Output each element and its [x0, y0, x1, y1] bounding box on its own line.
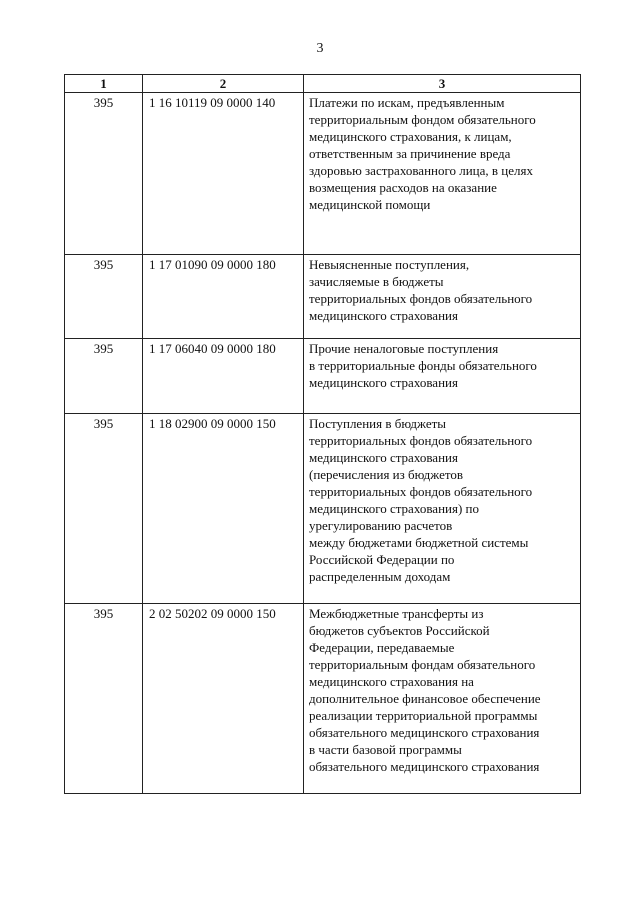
name-line: медицинского страхования	[309, 375, 458, 390]
name-line: в части базовой программы	[309, 742, 462, 757]
name-line: медицинской помощи	[309, 197, 431, 212]
name-line: возмещения расходов на оказание	[309, 180, 497, 195]
table-row	[65, 414, 581, 604]
revenue-name-cell	[304, 93, 581, 255]
name-line: Федерации, передаваемые	[309, 640, 455, 655]
name-line: в территориальные фонды обязательного	[309, 358, 537, 373]
admin-code-cell: 395	[65, 604, 143, 794]
revenue-name-cell	[304, 414, 581, 604]
name-line: бюджетов субъектов Российской	[309, 623, 490, 638]
name-line: Межбюджетные трансферты из	[309, 606, 484, 621]
name-line: урегулированию расчетов	[309, 518, 453, 533]
name-line: реализации территориальной программы	[309, 708, 538, 723]
table-row	[65, 255, 581, 339]
budget-code-cell: 1 17 06040 09 0000 180	[143, 339, 304, 414]
budget-code-cell: 2 02 50202 09 0000 150	[143, 604, 304, 794]
page-number: 3	[316, 41, 324, 56]
admin-code-cell: 395	[65, 93, 143, 255]
name-line: территориальных фондов обязательного	[309, 291, 533, 306]
name-line: распределенным доходам	[309, 569, 451, 584]
name-line: медицинского страхования	[309, 450, 458, 465]
name-line: территориальных фондов обязательного	[309, 433, 533, 448]
name-line: медицинского страхования, к лицам,	[309, 129, 512, 144]
name-line: Платежи по искам, предъявленным	[309, 95, 505, 110]
name-line: Российской Федерации по	[309, 552, 455, 567]
name-line: (перечисления из бюджетов	[309, 467, 464, 482]
name-line: обязательного медицинского страхования	[309, 759, 540, 774]
name-line: дополнительное финансовое обеспечение	[309, 691, 541, 706]
admin-code-cell: 395	[65, 339, 143, 414]
name-line: зачисляемые в бюджеты	[309, 274, 444, 289]
revenue-codes-table	[64, 74, 581, 794]
name-line: медицинского страхования	[309, 308, 458, 323]
revenue-name-cell	[304, 339, 581, 414]
name-line: обязательного медицинского страхования	[309, 725, 540, 740]
name-line: Прочие неналоговые поступления	[309, 341, 499, 356]
name-line: Поступления в бюджеты	[309, 416, 447, 431]
table-row	[65, 339, 581, 414]
admin-code-cell: 395	[65, 255, 143, 339]
table-header-row	[65, 75, 581, 93]
admin-code-cell: 395	[65, 414, 143, 604]
header-col-3: 3	[304, 75, 581, 93]
budget-code-cell: 1 16 10119 09 0000 140	[143, 93, 304, 255]
name-line: Невыясненные поступления,	[309, 257, 470, 272]
name-line: ответственным за причинение вреда	[309, 146, 511, 161]
revenue-name-cell	[304, 255, 581, 339]
name-line: территориальных фондов обязательного	[309, 484, 533, 499]
name-line: территориальным фондам обязательного	[309, 657, 536, 672]
header-col-1: 1	[65, 75, 143, 93]
revenue-name-cell	[304, 604, 581, 794]
name-line: здоровью застрахованного лица, в целях	[309, 163, 533, 178]
table-row	[65, 93, 581, 255]
budget-code-cell: 1 18 02900 09 0000 150	[143, 414, 304, 604]
name-line: территориальным фондом обязательного	[309, 112, 536, 127]
budget-code-cell: 1 17 01090 09 0000 180	[143, 255, 304, 339]
header-col-2: 2	[143, 75, 304, 93]
name-line: медицинского страхования на	[309, 674, 474, 689]
table-row	[65, 604, 581, 794]
name-line: между бюджетами бюджетной системы	[309, 535, 529, 550]
name-line: медицинского страхования) по	[309, 501, 480, 516]
